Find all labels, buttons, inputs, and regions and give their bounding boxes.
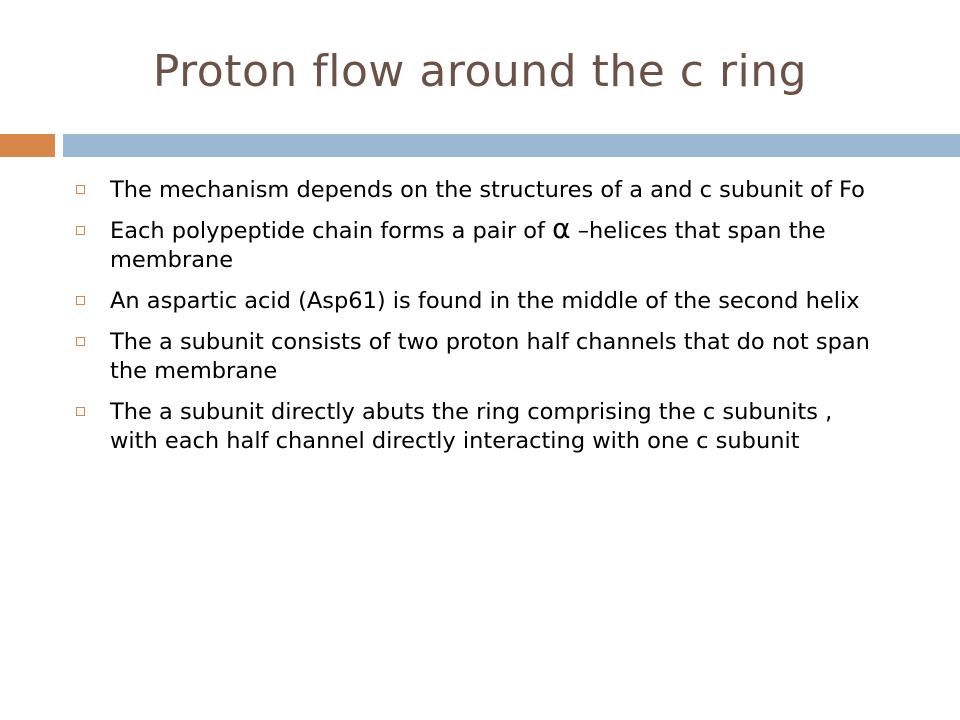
- square-bullet-icon: [76, 337, 85, 346]
- bullet-text: The a subunit directly abuts the ring comprising the c subunits , with each half channel directly interacting with one c subunit: [110, 399, 833, 454]
- bullet-item: [76, 398, 886, 456]
- accent-bar-orange: [0, 134, 55, 157]
- bullet-text-after: –helices that span the membrane: [110, 218, 826, 273]
- bullet-text: The mechanism depends on the structures of a and c subunit of Fo: [110, 177, 865, 203]
- square-bullet-icon: [76, 226, 85, 235]
- bullet-item: [76, 328, 886, 386]
- square-bullet-icon: [76, 407, 85, 416]
- bullet-item: [76, 176, 886, 205]
- square-bullet-icon: [76, 185, 85, 194]
- alpha-symbol: α: [552, 212, 571, 245]
- bullet-text: The a subunit consists of two proton half channels that do not span the membrane: [110, 329, 870, 384]
- accent-bar-blue: [63, 134, 960, 157]
- bullet-item: [76, 287, 886, 316]
- bullet-item: [76, 212, 886, 275]
- slide-title: Proton flow around the c ring: [152, 46, 808, 97]
- bullet-text-before: Each polypeptide chain forms a pair of: [110, 218, 553, 244]
- bullet-text: An aspartic acid (Asp61) is found in the middle of the second helix: [110, 288, 860, 314]
- bullet-list: [76, 176, 886, 468]
- square-bullet-icon: [76, 296, 85, 305]
